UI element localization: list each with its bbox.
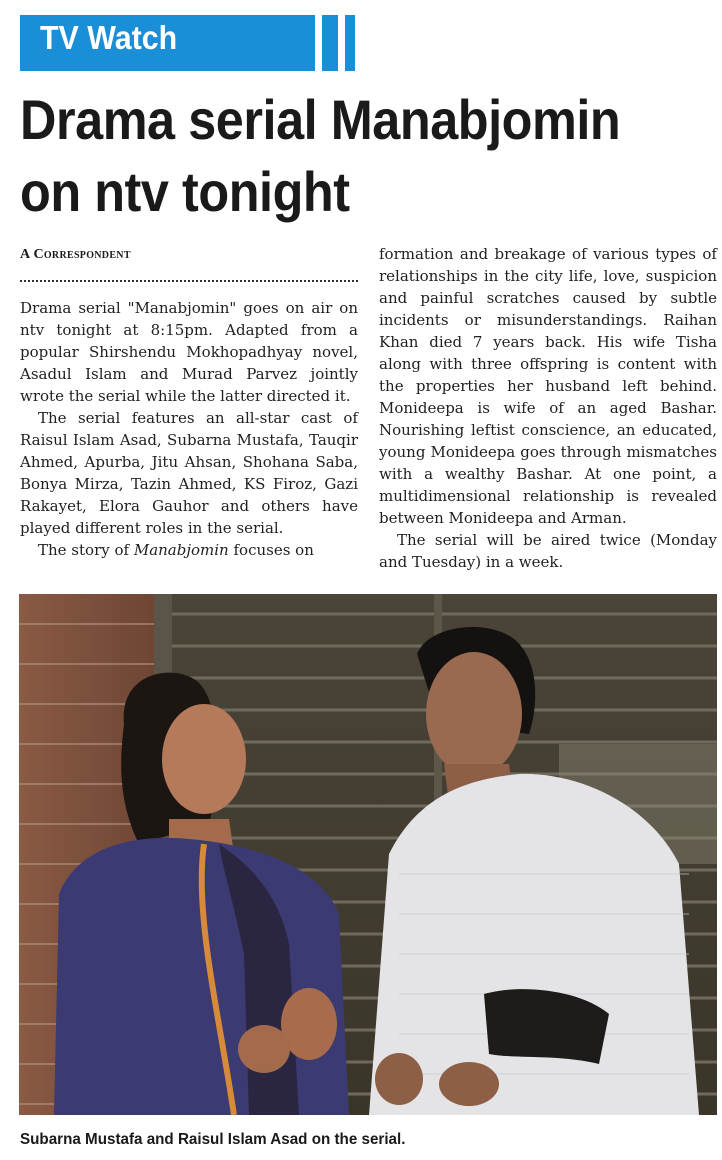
article-paragraph-4: The serial will be aired twice (Monday and Tuesday) in a week. [379, 531, 717, 571]
article-paragraph-2: The serial features an all-star cast of Raisul Islam Asad, Subarna Mustafa, Tauqir Ahmed, Apurba, Jitu Ahsan, Shohana Saba, Bonya Mirza, Tazin Ahmed, KS Firoz, Gazi Rakayet, Elora Gauhor and others have played different roles in the serial. [20, 409, 358, 537]
headline [20, 84, 650, 228]
byline-divider [20, 280, 358, 282]
article-paragraph-3-lead: The story of [38, 541, 134, 559]
section-banner [20, 15, 315, 71]
article-photo [19, 594, 717, 1115]
article-column-left [20, 297, 358, 561]
article-paragraph-3-start: The story of Manabjomin focuses on [38, 541, 314, 559]
photo-caption: Subarna Mustafa and Raisul Islam Asad on the serial. [20, 1131, 406, 1148]
banner-accent-bar [345, 15, 355, 71]
serial-title: Manabjomin [133, 541, 229, 559]
article-paragraph-1: Drama serial "Manabjomin" goes on air on ntv tonight at 8:15pm. Adapted from a popular Shirshendu Mokhopadhyay novel, Asadul Islam and Murad Parvez jointly wrote the serial while the latter directed it. [20, 299, 358, 405]
article-column-right [379, 243, 717, 573]
byline: A Correspondent [20, 247, 131, 262]
headline-line-2: on ntv tonight [20, 160, 350, 223]
article-paragraph-3-continued: formation and breakage of various types of relationships in the city life, love, suspicion and painful scratches caused by subtle incidents or misunderstandings. Raihan Khan died 7 years back. His wife Tisha along with three offspring is content with the properties her husband left behind. Monideepa is wife of an aged Bashar. Nourishing leftist conscience, an educated, young Monideepa goes through mismatches with a wealthy Bashar. At one point, a multidimensional relationship is revealed between Monideepa and Arman. [379, 245, 717, 527]
headline-line-1: Drama serial Manabjomin [20, 88, 621, 151]
banner-accent-bar [322, 15, 338, 71]
photo-scene [19, 594, 717, 1115]
section-label: TV Watch [40, 19, 178, 56]
